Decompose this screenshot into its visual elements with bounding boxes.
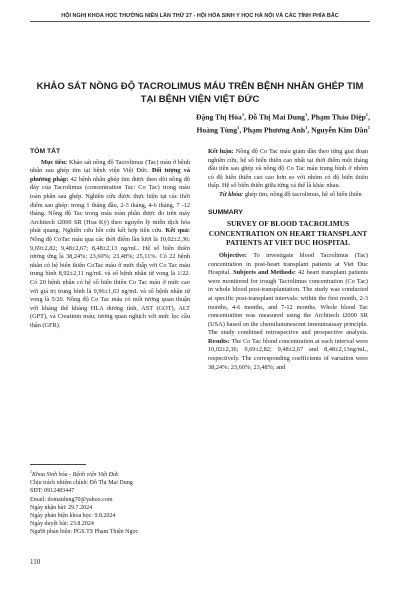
abstract-body (30, 159, 190, 331)
footnote-affiliation (30, 468, 195, 479)
footnote-line: Ngày phản biện khoa học: 9.8.2024 (30, 513, 116, 520)
title-line-2: TẠI BỆNH VIỆN VIỆT ĐỨC (140, 94, 260, 105)
author-name: , Đỗ Thị Mai Dung (244, 112, 305, 122)
english-abstract-body (208, 252, 368, 372)
en-results-text: The Co Tac blood concentration at each interval were 10,02±2,36; 9,69±2,82; 9,48±2,67 and 8,48±2,13ng/mL, respectively. The corresponding coefficients of variation were 38,24%; 23,60%; 23,48%; and (208, 337, 368, 371)
author-name: , Phạm Phương Anh (239, 125, 306, 135)
english-title: SURVEY OF BLOOD TACROLIMUS CONCENTRATION ON HEART TRANSPLANT PATIENTS AT VIET DUC HOSPITAL (208, 219, 368, 248)
footnote (30, 468, 195, 537)
results-label: Kết quả: (165, 227, 190, 235)
methods-text: 42 bệnh nhân ghép tim được theo dõi nồng độ đáy của Tacrolimus (concentration Tac: Co Tac) trong máu toàn phần sau ghép. Nghiên cứu được thực hiện tại các thời điểm sau ghép: trong 1 tháng đầu, 2-3 tháng, 4-6 tháng, 7 -12 tháng. Nồng độ Tac trong máu toàn phần được đo trên máy Architech i2000 SR (Hoa Kỳ) theo nguyên lý miễn dịch hóa phát quang. Nghiên cứu hồi cứu kết hợp tiến cứu. (30, 175, 190, 235)
objective-text: Khảo sát nồng độ Tacrolimus (Tac) máu ở bệnh nhân sau ghép tim tại bệnh viện Việt Đức. (30, 158, 191, 175)
results-text: Nồng độ CoTac máu qua các thời điểm lần lượt là 10,02±2,36; 9,69±2,82; 9,48±2,67; 8,48±2,13 ng/mL. Hệ số biến thiên tương ứng là 38,24%; 23,60%; 23,48%; 25,11%. Có 22 bệnh nhân có hệ biến thiên CoTac máu ở mức thấp với Co Tac máu trung bình 8,92±2,11 ng/mL và số bệnh nhân từ vong là 1/22. Có 20 bệnh nhân có hệ số biến thiên Co Tac máu ở mức cao với giá trị trung bình là 9,96±1,63 ng/mL và số bệnh nhân tử vong là 5/20. Nồng độ Co Tac máu có mối tương quan thuận với kháng thể kháng HLA dương tính, AST (GOT), ALT (GPT), và Creatinin máu; tương quan nghịch với mức lọc cầu thận (GFR). (30, 235, 190, 329)
keywords-label: Từ khóa: (219, 190, 244, 198)
vn-continuation (208, 148, 368, 191)
footnote-line: Ngày nhận bài: 29.7.2024 (30, 504, 93, 511)
right-column (208, 148, 368, 372)
en-results-label: Results: (208, 337, 230, 345)
en-methods-text: 42 heart transplant patients were monitored for trough Tacrolimus concentration (Co Tac) in whole blood post-transplantation. The study was conducted at specific post-transplant intervals: within the first month, 2-3 months, 4-6 months, and 7-12 months. Whole blood Tac concentration was measured using the Architech i2000 SR (USA) based on the chemiluminescent immunoassay principle. The study combined retrospective and prospective analysis. (208, 269, 368, 337)
vietnamese-abstract (30, 148, 190, 330)
title-line-1: KHẢO SÁT NỒNG ĐỘ TACROLIMUS MÁU TRÊN BỆNH NHÂN GHÉP TIM (36, 81, 364, 92)
page-number: 110 (30, 558, 41, 566)
author-affil: 1 (365, 112, 369, 117)
header-rule (30, 21, 370, 22)
affil-sup: 1 (30, 469, 32, 474)
author-line-2 (70, 123, 370, 136)
author-name: , Nguyễn Kim Dần (307, 125, 368, 135)
objective-label: Mục tiêu: (41, 158, 68, 166)
author-affil: 1 (305, 124, 308, 130)
en-methods-label: Subjects and Methods: (233, 269, 296, 277)
author-line-1: Đặng Thị Hòa$^1$, Đỗ Thị Mai Dung$^1$, Phạm Thảo Diệp$^1$, (195, 112, 370, 122)
footnote-line: SĐT: 0912483447 (30, 488, 75, 495)
footnote-rule (30, 464, 86, 465)
author-name: Đặng Thị Hòa (195, 112, 242, 122)
article-title (30, 80, 370, 106)
en-objective-text: To investigate blood Tacrolimus (Tac) concentration in post-heart transplant patients at Viet Duc Hospital. (208, 251, 368, 277)
affil-text: Khoa Sinh hóa - Bệnh viện Việt Đức (32, 472, 119, 478)
author-affil: 1 (237, 124, 240, 130)
author-name: , Phạm Thảo Diệp (307, 112, 366, 122)
keywords (208, 191, 368, 200)
footnote-line: Ngày duyệt bài: 23.8.2024 (30, 521, 94, 528)
author-list (70, 110, 370, 136)
methods-label: Đối tượng và phương pháp: (30, 167, 190, 183)
footnote-line: Chịu trách nhiệm chính: Đỗ Thị Mai Dung (30, 480, 133, 487)
author-affil: 1 (304, 112, 308, 117)
abstract-heading: TÓM TẮT (30, 148, 61, 155)
conclusion-label: Kết luận: (208, 148, 234, 155)
keywords-text: ghép tim, nồng độ tacrolimus, hệ số biến thiên (243, 190, 362, 198)
summary-heading: SUMMARY (208, 208, 243, 216)
author-affil: 1 (367, 124, 370, 130)
footnote-line: Người phản biện: PGS.TS Phạm Thiện Ngọc (30, 529, 139, 536)
conclusion-text: Nồng độ Co Tac máu giảm dần theo từng giai đoạn nghiên cứu, hệ số biến thiên cao nhất tại thời điểm một tháng đầu tiên sau ghép và nồng độ Co Tac máu trung bình ở nhóm có độ biến thiên cao cao hơn so với nhóm có độ biến thiên thấp. Hệ số biến thiên giữa từng cá thể là khác nhau. (208, 148, 369, 190)
author-name: Hoàng Tùng (196, 125, 238, 135)
journal-header: HỘI NGHỊ KHOA HỌC THƯỜNG NIÊN LẦN THỨ 27 - HỘI HÓA SINH Y HỌC HÀ NỘI VÀ CÁC TỈNH PHÍA BẮC (61, 13, 339, 19)
spacer (208, 200, 368, 209)
en-objective-label: Objective: (219, 251, 247, 259)
author-affil: 1 (241, 112, 245, 117)
footnote-line: Email: domaidung70@yahoo.com (30, 496, 113, 503)
